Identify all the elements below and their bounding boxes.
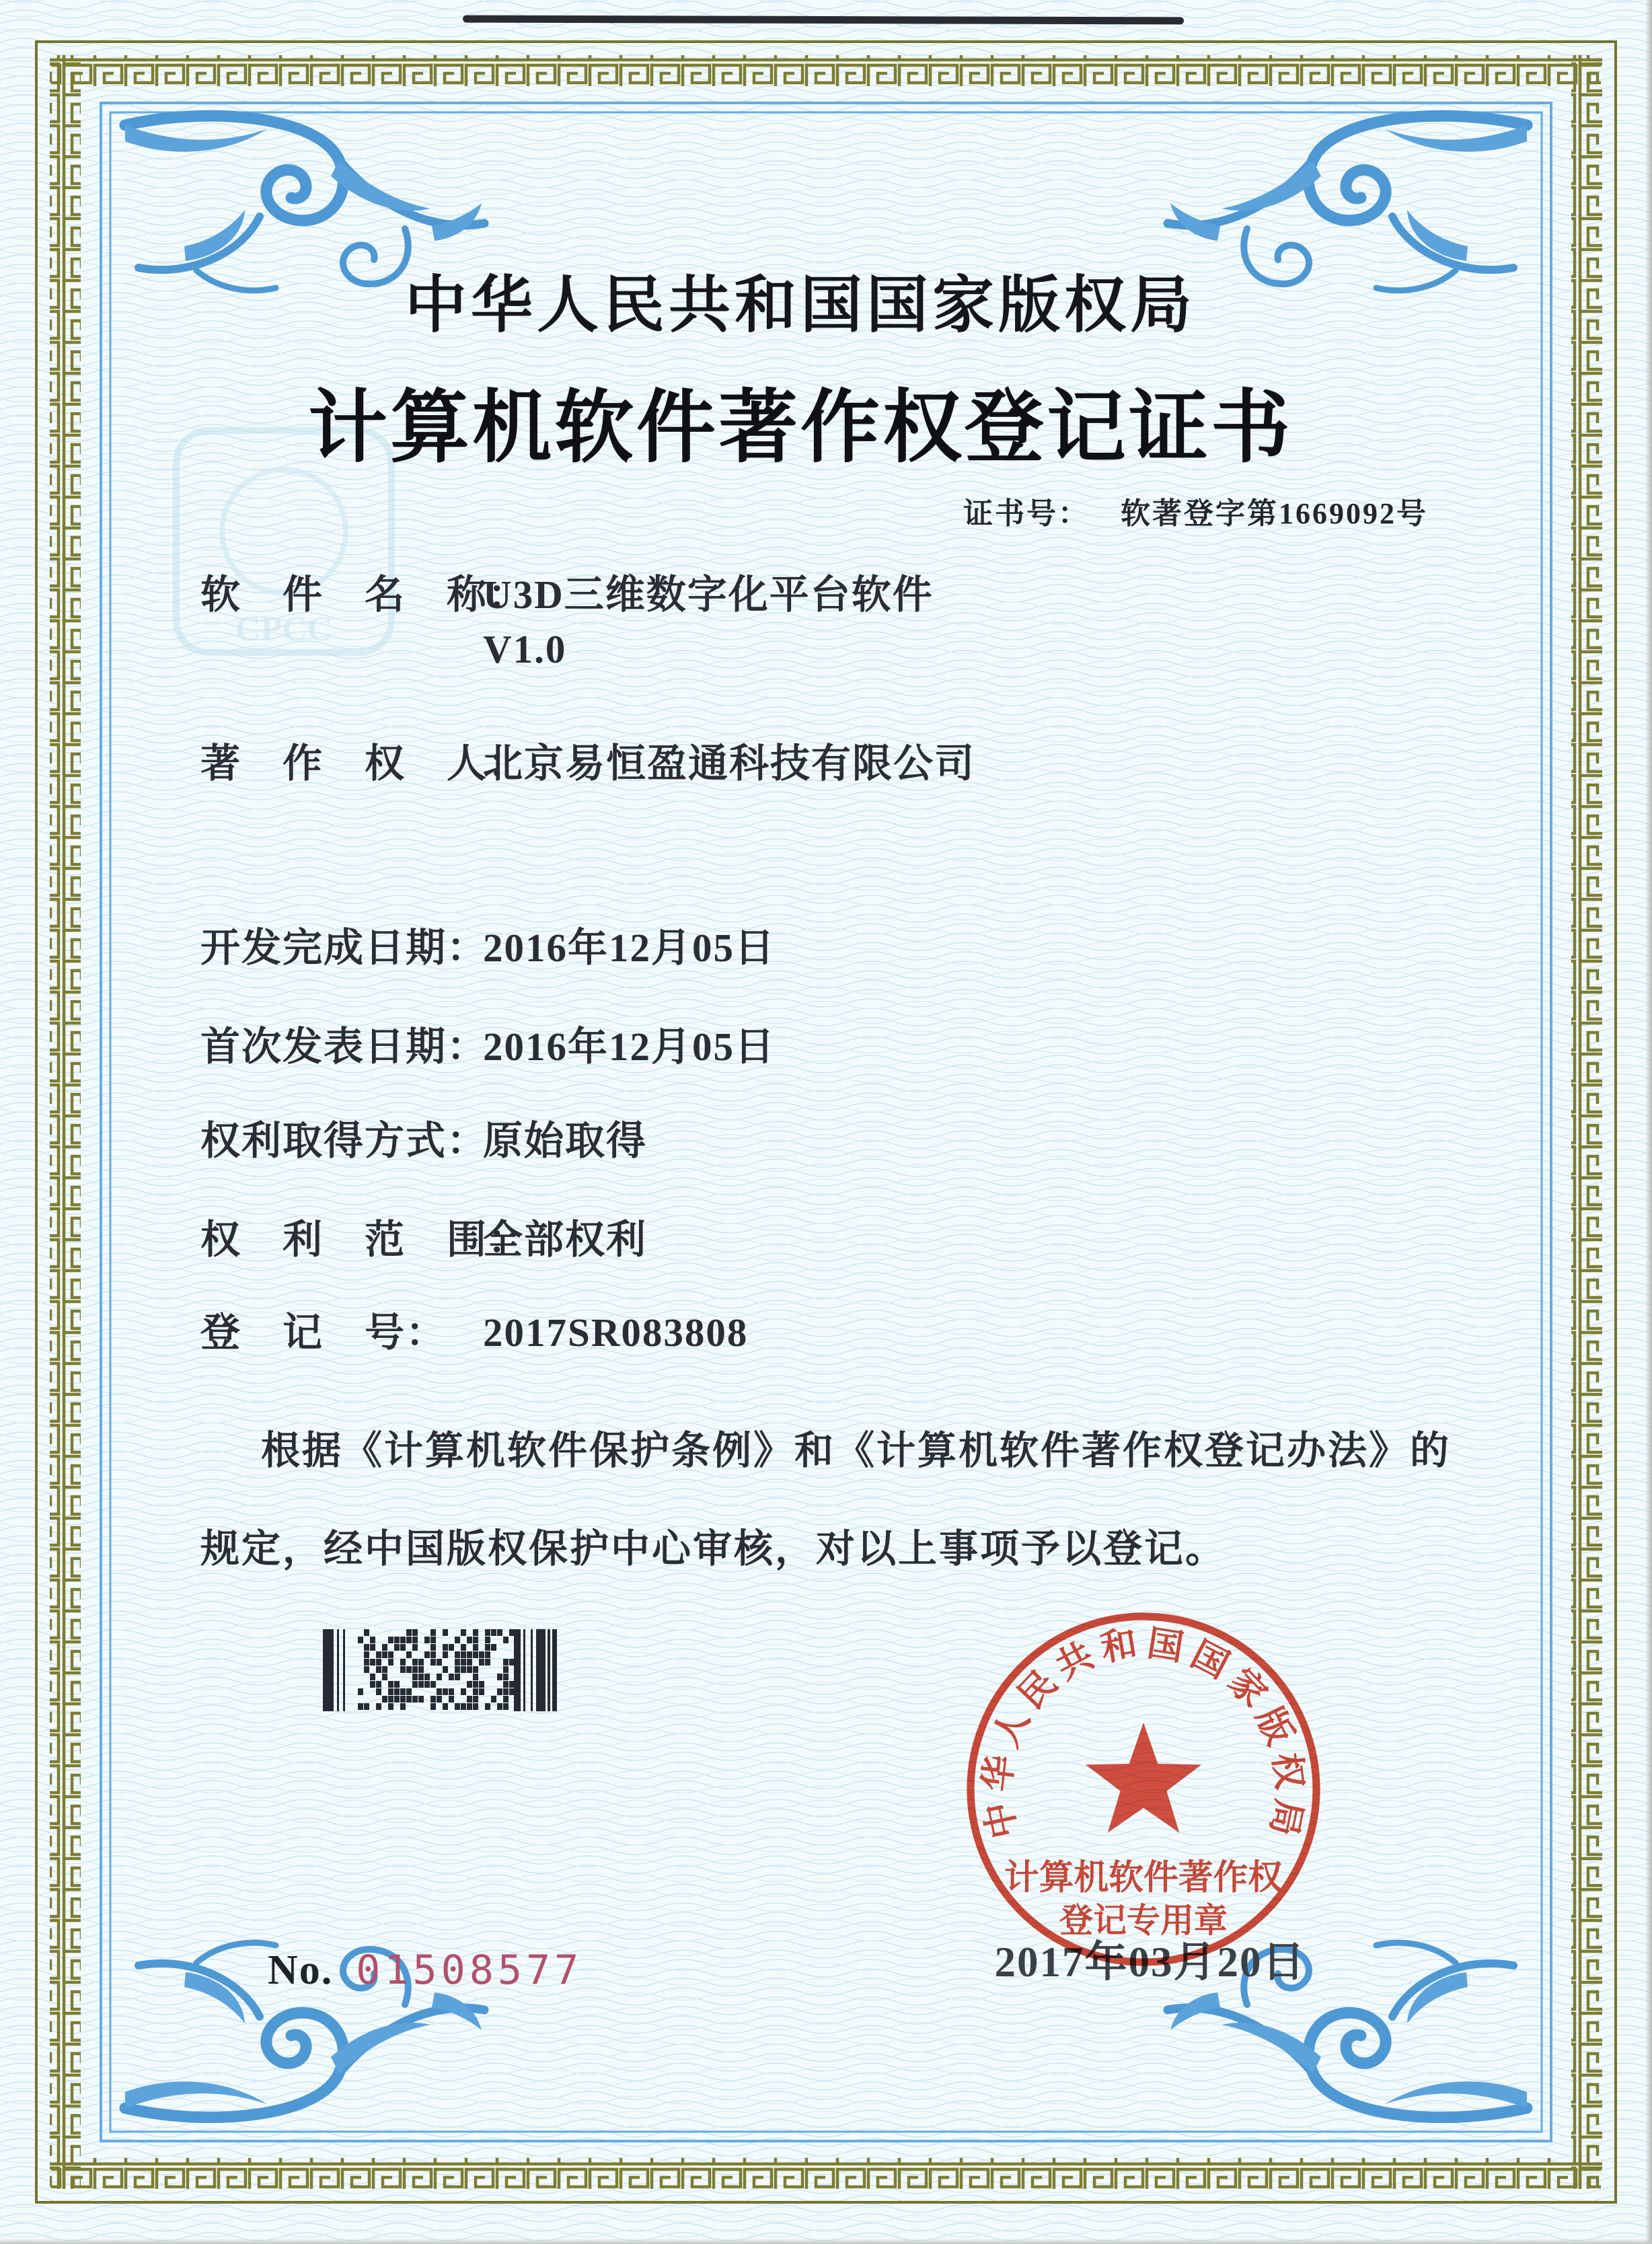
seal-ring-text: 中华人民共和国国家版权局 bbox=[977, 1622, 1310, 1842]
serial-number-line bbox=[268, 1947, 583, 1994]
field-right-acquire-method bbox=[200, 1121, 647, 1161]
field-right-scope bbox=[200, 1220, 647, 1260]
field-value: 2017SR083808 bbox=[483, 1310, 749, 1355]
seal-star bbox=[1086, 1723, 1201, 1833]
field-software-name bbox=[200, 572, 934, 617]
field-registration-no bbox=[200, 1310, 749, 1355]
seal-text-line2: 登记专用章 bbox=[1059, 1902, 1228, 1940]
field-value: 2016年12月05日 bbox=[483, 926, 776, 970]
field-label: 开发完成日期： bbox=[200, 926, 488, 970]
page-edge-shadow-bottom bbox=[0, 2239, 1652, 2244]
greek-key-border-top bbox=[51, 55, 1601, 86]
greek-key-border-right bbox=[1571, 55, 1602, 2189]
field-value: 全部权利 bbox=[483, 1218, 648, 1262]
watermark-text: CPCC bbox=[235, 610, 333, 648]
field-label: 登 记 号： bbox=[200, 1310, 447, 1355]
field-label: 首次发表日期： bbox=[200, 1024, 488, 1069]
field-value: U3D三维数字化平台软件 bbox=[483, 572, 934, 617]
field-first-publish-date bbox=[200, 1024, 776, 1069]
field-copyright-owner bbox=[200, 741, 976, 786]
field-label: 软 件 名 称： bbox=[200, 572, 529, 617]
serial-number-label: No. bbox=[268, 1947, 334, 1993]
field-value: 2016年12月05日 bbox=[483, 1024, 776, 1069]
software-version: V1.0 bbox=[483, 627, 567, 671]
certificate-number-label: 证书号： bbox=[963, 497, 1090, 530]
field-label: 权利取得方式： bbox=[200, 1119, 488, 1163]
seal-text-line1: 计算机软件著作权 bbox=[1004, 1859, 1283, 1898]
official-seal bbox=[958, 1604, 1329, 1975]
certificate-number-line bbox=[963, 499, 1428, 529]
serial-number-value: 01508577 bbox=[356, 1947, 583, 1994]
seal-date: 2017年03月20日 bbox=[994, 1939, 1306, 1986]
certificate-number-value: 软著登字第1669092号 bbox=[1121, 497, 1428, 530]
certificate-title: 计算机软件著作权登记证书 bbox=[307, 384, 1293, 472]
field-value: 原始取得 bbox=[483, 1119, 648, 1163]
barcode bbox=[323, 1629, 560, 1711]
page-edge-shadow-right bbox=[1645, 0, 1652, 2244]
statement-line-1: 根据《计算机软件保护条例》和《计算机软件著作权登记办法》的 bbox=[261, 1429, 1452, 1472]
issuer-title: 中华人民共和国国家版权局 bbox=[404, 271, 1196, 340]
field-label: 著 作 权 人： bbox=[200, 741, 529, 786]
field-label: 权 利 范 围： bbox=[200, 1218, 529, 1262]
greek-key-border-left bbox=[50, 55, 81, 2189]
field-value: 北京易恒盈通科技有限公司 bbox=[483, 741, 976, 786]
field-dev-complete-date bbox=[200, 928, 776, 968]
greek-key-border-bottom bbox=[51, 2158, 1601, 2189]
statement-line-2: 规定，经中国版权保护中心审核，对以上事项予以登记。 bbox=[200, 1527, 1227, 1571]
